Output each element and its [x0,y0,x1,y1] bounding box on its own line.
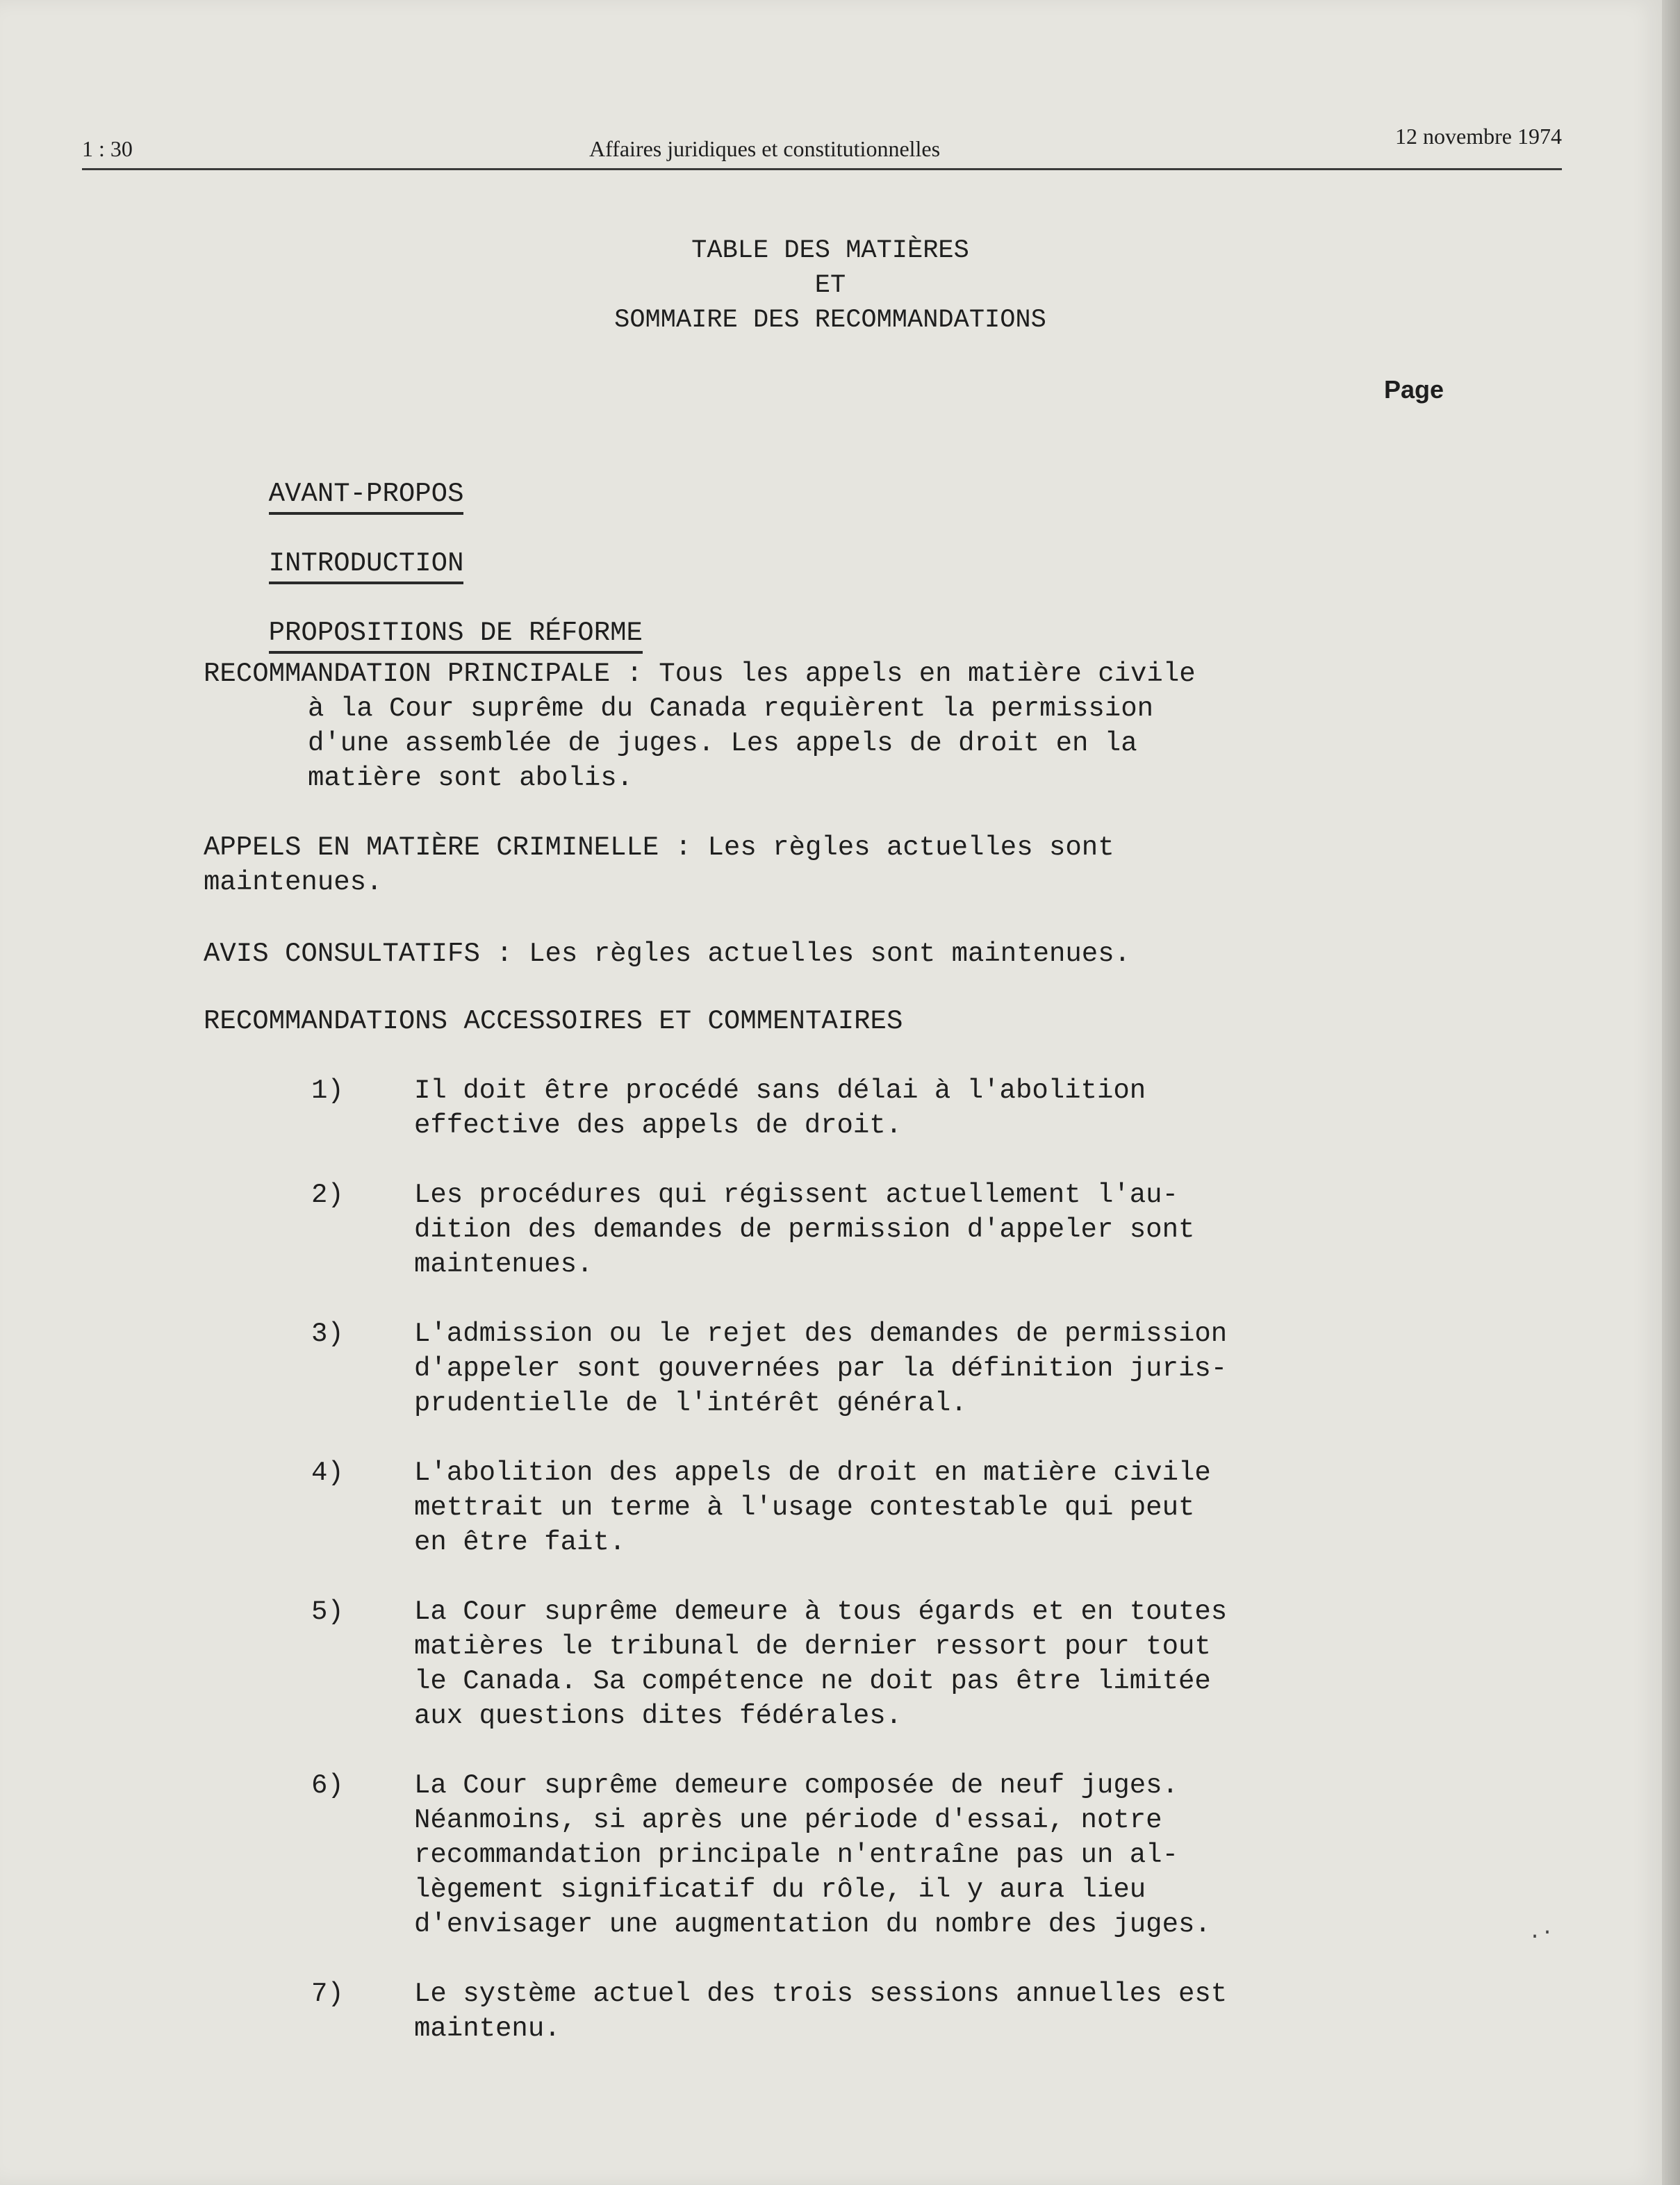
item-2-line-3: maintenues. [414,1249,593,1280]
item-6-line-5: d'envisager une augmentation du nombre des juges. [414,1909,1211,1940]
item-7-line-2: maintenu. [414,2013,561,2044]
item-2-line-2: dition des demandes de permission d'appeler sont [414,1214,1195,1245]
recommandation-principale-line-3: d'une assemblée de juges. Les appels de droit en la [308,728,1137,759]
page-edge-shadow [1662,0,1680,2185]
item-4-line-3: en être fait. [414,1527,626,1558]
accessoires-heading: RECOMMANDATIONS ACCESSOIRES ET COMMENTAIRES [204,1006,903,1037]
item-5-line-1: La Cour suprême demeure à tous égards et en toutes [414,1597,1228,1627]
item-7-line-1: Le système actuel des trois sessions annuelles est [414,1979,1228,2009]
recommandation-principale-line-2: à la Cour suprême du Canada requièrent la permission [308,693,1153,724]
item-4-line-2: mettrait un terme à l'usage contestable qui peut [414,1492,1195,1523]
item-number: 3) [311,1319,344,1349]
item-number: 4) [311,1458,344,1488]
page-header [82,124,1562,170]
item-6-line-4: lègement significatif du rôle, il y aura lieu [414,1874,1146,1905]
header-publication-title: Affaires juridiques et constitutionnelles [589,136,941,161]
item-6-line-3: recommandation principale n'entraîne pas un al- [414,1840,1178,1870]
item-number: 5) [311,1597,344,1627]
item-1-line-2: effective des appels de droit. [414,1110,903,1141]
item-number: 7) [311,1979,344,2009]
toc-title-line-2: ET [814,271,846,300]
heading-propositions-text: PROPOSITIONS DE RÉFORME [269,618,643,654]
item-6-line-2: Néanmoins, si après une période d'essai, notre [414,1805,1162,1836]
appels-criminelle-line-1: APPELS EN MATIÈRE CRIMINELLE : Les règles actuelles sont [204,832,1114,863]
item-4-line-1: L'abolition des appels de droit en matière civile [414,1458,1211,1488]
heading-avant-propos-text: AVANT-PROPOS [269,479,464,515]
heading-introduction-text: INTRODUCTION [269,548,464,584]
stray-mark: .· [1529,1921,1554,1945]
item-3-line-3: prudentielle de l'intérêt général. [414,1388,967,1419]
header-page-number: 1 : 30 [82,136,133,161]
recommandation-principale-line-4: matière sont abolis. [308,763,634,793]
item-6-line-1: La Cour suprême demeure composée de neuf juges. [414,1770,1178,1801]
toc-title-line-3: SOMMAIRE DES RECOMMANDATIONS [614,306,1046,335]
appels-criminelle-line-2: maintenues. [204,867,383,898]
item-number: 1) [311,1075,344,1106]
item-5-line-3: le Canada. Sa compétence ne doit pas être limitée [414,1666,1211,1697]
item-5-line-4: aux questions dites fédérales. [414,1701,903,1731]
item-1-line-1: Il doit être procédé sans délai à l'abolition [414,1075,1146,1106]
item-3-line-1: L'admission ou le rejet des demandes de permission [414,1319,1228,1349]
item-number: 2) [311,1180,344,1210]
item-3-line-2: d'appeler sont gouvernées par la définition juris- [414,1353,1228,1384]
avis-consultatifs: AVIS CONSULTATIFS : Les règles actuelles sont maintenues. [204,939,1131,969]
item-2-line-1: Les procédures qui régissent actuellement l'au- [414,1180,1178,1210]
item-5-line-2: matières le tribunal de dernier ressort pour tout [414,1631,1211,1662]
toc-title-line-1: TABLE DES MATIÈRES [691,236,969,265]
header-date: 12 novembre 1974 [1395,124,1562,149]
item-number: 6) [311,1770,344,1801]
recommandation-principale-line-1: RECOMMANDATION PRINCIPALE : Tous les appels en matière civile [204,659,1196,689]
page-column-label: Page [1384,375,1444,404]
